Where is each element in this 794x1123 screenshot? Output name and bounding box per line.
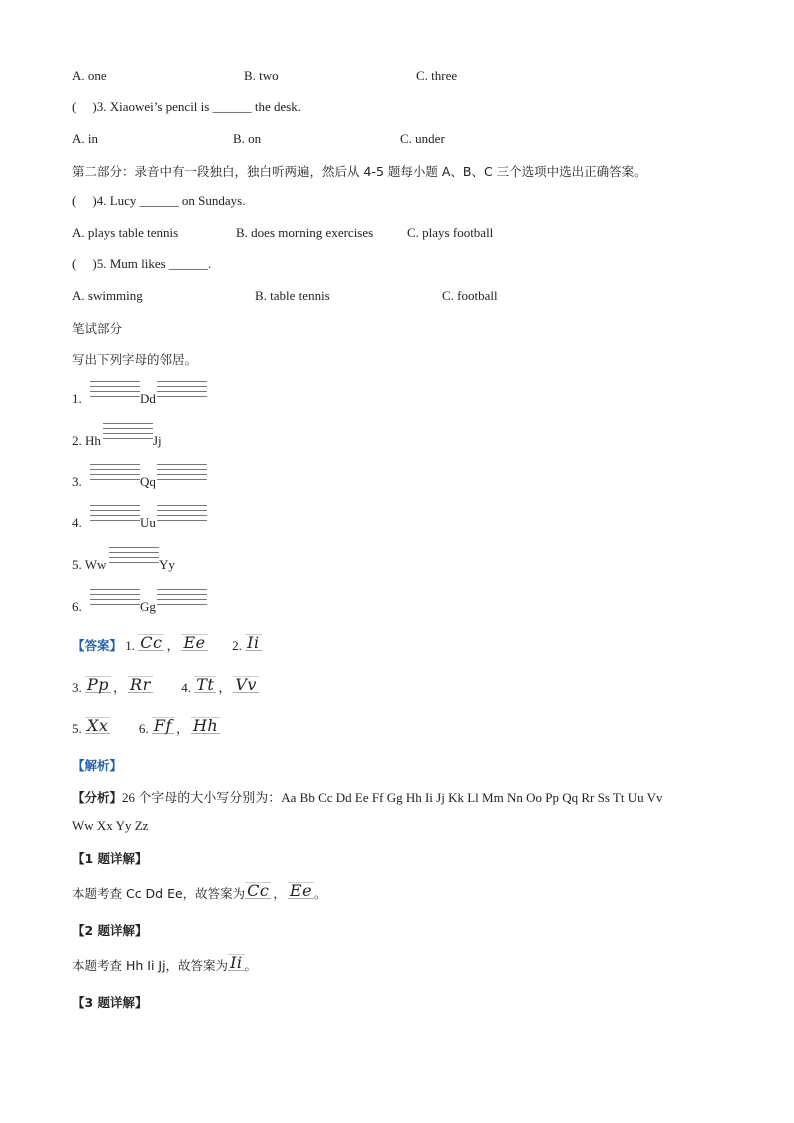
question-3 xyxy=(72,99,301,115)
handwritten-answer: Pp xyxy=(87,675,110,694)
writing-grid[interactable] xyxy=(157,505,207,525)
fenxi-tag: 【分析】 xyxy=(72,790,123,805)
written-section-title: 笔试部分 xyxy=(72,321,123,336)
answer-tag: 【答案】 xyxy=(72,638,123,653)
q4-paren-close: ) xyxy=(92,193,97,208)
answer-row-3 xyxy=(72,718,220,737)
period: 。 xyxy=(314,886,327,901)
period: 。 xyxy=(244,958,258,973)
handwritten-answer: Rr xyxy=(130,675,151,694)
writing-grid[interactable] xyxy=(90,464,140,484)
letter-item-4-num: 4. xyxy=(72,515,82,530)
detail-2-body: 本题考查 Hh Ii Jj，故答案为 xyxy=(72,958,229,973)
writing-grid[interactable] xyxy=(103,423,153,443)
answer-num: 4. xyxy=(181,680,191,695)
q4-text-post: on Sundays. xyxy=(181,193,246,208)
q3-paren: ( xyxy=(72,99,77,114)
question-4 xyxy=(72,193,245,209)
q5-paren-close: ) xyxy=(92,256,97,271)
written-instruction: 写出下列字母的邻居。 xyxy=(72,352,198,367)
answer-row-1 xyxy=(72,635,262,654)
q5-option-a: A. swimming xyxy=(72,288,143,303)
detail-1-tag xyxy=(72,849,148,867)
detail-1-tag-text: 【1 题详解】 xyxy=(72,851,148,866)
q4-option-c: C. plays football xyxy=(407,225,494,240)
fenxi-text: 26 个字母的大小写分别为：Aa Bb Cc Dd Ee Ff Gg Hh Ii Jj Kk Ll Mm Nn Oo Pp Qq Rr Ss Tt Uu Vv xyxy=(122,790,663,805)
fenxi-line-2: Ww Xx Yy Zz xyxy=(72,818,149,833)
detail-2-tag-text: 【2 题详解】 xyxy=(72,923,148,938)
letter-item-1-num: 1. xyxy=(72,391,82,406)
q3-blank: ______ xyxy=(212,99,252,114)
question-5 xyxy=(72,256,211,272)
detail-2-text xyxy=(72,953,258,974)
comma: ， xyxy=(218,680,232,695)
letter-item-2-num: 2. Hh xyxy=(72,433,101,448)
writing-grid[interactable] xyxy=(90,381,140,401)
q3-option-b: B. on xyxy=(233,131,262,146)
q2-option-b: B. two xyxy=(244,68,279,83)
answer-num: 6. xyxy=(138,721,149,736)
q3-option-c: C. under xyxy=(400,131,445,146)
answer-num: 3. xyxy=(72,680,82,695)
writing-grid[interactable] xyxy=(157,464,207,484)
letter-item-4-given: Uu xyxy=(140,515,156,530)
letter-item-3-num: 3. xyxy=(72,474,82,489)
q3-option-a: A. in xyxy=(72,131,98,146)
writing-grid[interactable] xyxy=(157,589,207,609)
writing-grid[interactable] xyxy=(157,381,207,401)
q5-option-c: C. football xyxy=(442,288,498,303)
answer-num: 1. xyxy=(125,638,136,653)
q5-blank: ______ xyxy=(168,256,208,271)
analysis-tag: 【解析】 xyxy=(72,758,123,773)
q3-text-post: the desk. xyxy=(254,99,302,114)
q4-text-pre: 4. Lucy xyxy=(96,193,137,208)
answer-num: 2. xyxy=(232,638,242,653)
handwritten-answer: Ii xyxy=(230,953,243,972)
handwritten-answer: Cc xyxy=(140,633,163,652)
q5-paren: ( xyxy=(72,256,77,271)
comma: ， xyxy=(175,721,189,736)
letter-item-5-given: Yy xyxy=(159,557,175,572)
q4-blank: ______ xyxy=(139,193,179,208)
handwritten-answer: Tt xyxy=(196,675,215,694)
handwritten-answer: Xx xyxy=(87,716,109,735)
writing-grid[interactable] xyxy=(109,547,159,567)
detail-3-tag xyxy=(72,993,148,1011)
q5-option-b: B. table tennis xyxy=(255,288,330,303)
fenxi-line xyxy=(72,787,663,806)
handwritten-answer: Ee xyxy=(289,881,313,900)
handwritten-answer: Ee xyxy=(183,633,206,652)
comma: ， xyxy=(273,886,286,901)
writing-grid[interactable] xyxy=(90,589,140,609)
detail-2-tag xyxy=(72,921,148,939)
handwritten-answer: Ii xyxy=(247,633,260,652)
letter-item-6-num: 6. xyxy=(72,599,82,614)
detail-1-text xyxy=(72,881,327,902)
writing-grid[interactable] xyxy=(90,505,140,525)
letter-item-2-given: Jj xyxy=(153,433,162,448)
q3-text-pre: 3. Xiaowei’s pencil is xyxy=(96,99,210,114)
handwritten-answer: Hh xyxy=(192,716,219,735)
q4-option-a: A. plays table tennis xyxy=(72,225,179,240)
analysis-tag-line xyxy=(72,756,122,774)
q4-option-b: B. does morning exercises xyxy=(236,225,374,240)
q4-paren: ( xyxy=(72,193,77,208)
q2-option-a: A. one xyxy=(72,68,107,83)
q5-text-post: . xyxy=(207,256,212,271)
detail-1-body: 本题考查 Cc Dd Ee，故答案为 xyxy=(72,886,246,901)
detail-3-tag-text: 【3 题详解】 xyxy=(72,995,148,1010)
letter-item-6-given: Gg xyxy=(140,599,156,614)
handwritten-answer: Ff xyxy=(153,716,172,735)
comma: ， xyxy=(166,638,180,653)
letter-item-5-num: 5. Ww xyxy=(72,557,107,572)
q5-text-pre: 5. Mum likes xyxy=(96,256,166,271)
q3-paren-close: ) xyxy=(92,99,97,114)
q2-option-c: C. three xyxy=(416,68,458,83)
letter-item-1-given: Dd xyxy=(140,391,156,406)
answer-num: 5. xyxy=(72,721,82,736)
answer-row-2 xyxy=(72,677,259,696)
handwritten-answer: Vv xyxy=(235,675,257,694)
letter-item-3-given: Qq xyxy=(140,474,156,489)
part2-instruction: 第二部分：录音中有一段独白，独白听两遍，然后从 4-5 题每小题 A、B、C 三个选项中选出正确答案。 xyxy=(72,164,647,179)
comma: ， xyxy=(113,680,127,695)
handwritten-answer: Cc xyxy=(247,881,270,900)
